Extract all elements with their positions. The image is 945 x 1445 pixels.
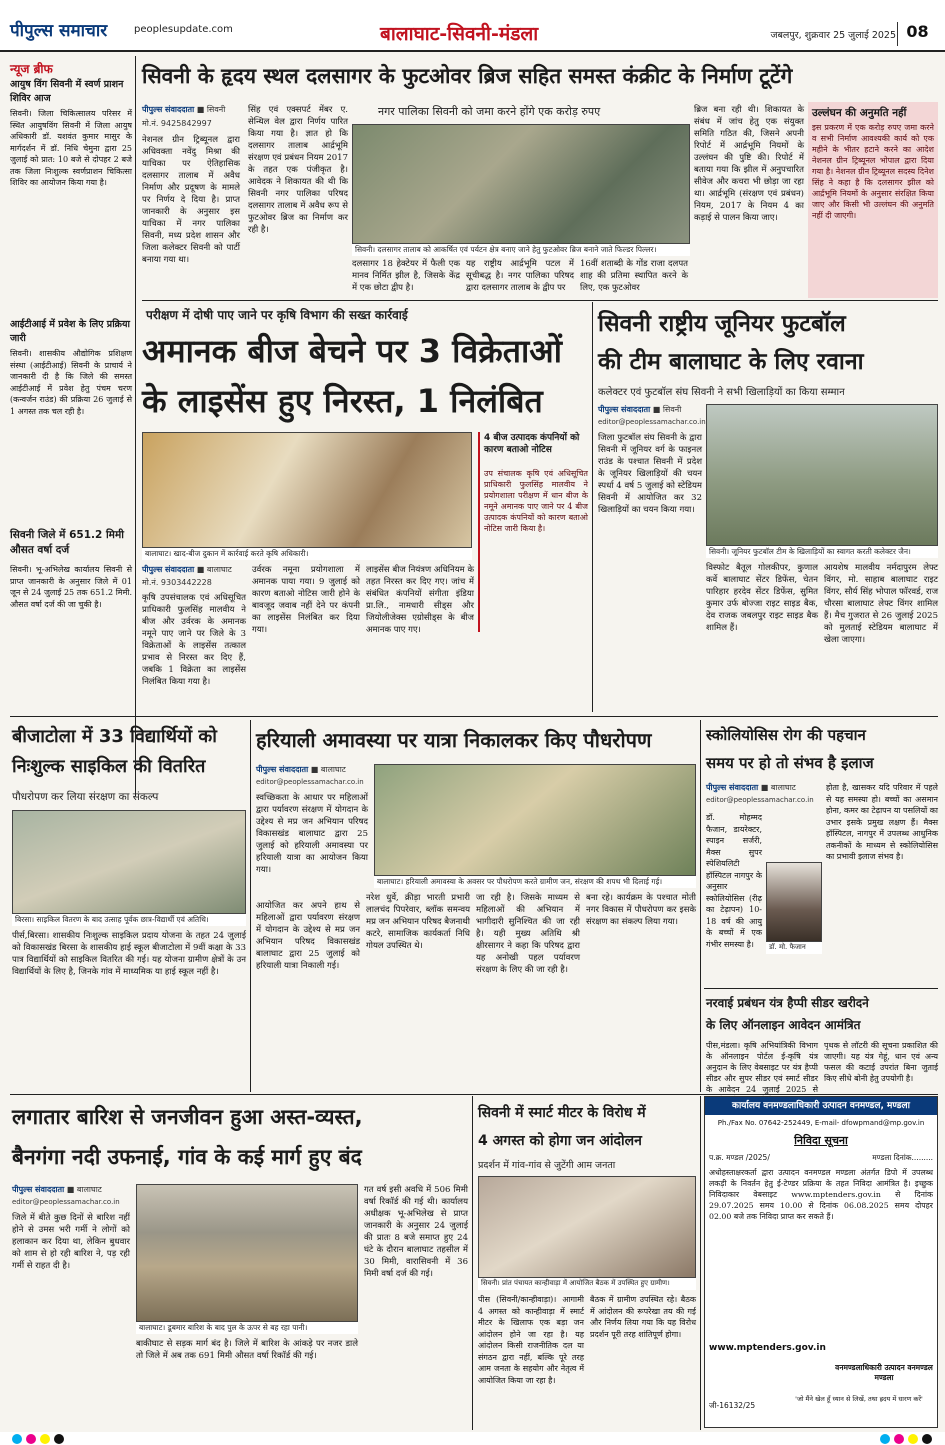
byline-name: पीपुल्स संवाददाता <box>142 105 195 114</box>
brief-3-body: सिवनी। भू-अभिलेख कार्यालय सिवनी से प्राप्त जानकारी के अनुसार जिले में 01 जून से 24 जुलाई 25 तक 651.2 मिमी. औसत वर्षा दर्ज की जा चुकी है। <box>10 565 132 609</box>
byline-place: सिवनी <box>662 405 682 414</box>
story2-body2: उर्वरक नमूना प्रयोगशाला में अमानक पाया गया। 9 जुलाई को कारण बताओ नोटिस जारी होने के बावजूद जवाब नहीं देने पर कंपनी का लाइसेंस निलंबित कर दिया गया। <box>252 565 360 635</box>
column-divider <box>592 302 593 712</box>
story2-photo <box>142 432 472 548</box>
tender-body: अधोहस्ताक्षरकर्ता द्वारा उत्पादन वनमण्डल मण्डला अंतर्गत डिपो में उपलब्ध लकड़ी के निवर्तन हेतु ई-टेण्डर प्रक्रिया के तहत निविदा आमंत्रित है। इच्छुक निविदाकार वेबसाइट www.mptenders.gov.in से दिनांक 29.07.2025 समय 10.00 से दिनांक 06.08.2025 समय दोपहर 02.00 बजे तक निविदा प्राप्त कर सकते हैं। <box>709 1168 933 1221</box>
story5-body5: बना रहे। कार्यक्रम के पश्चात मोती नगर विकास में पौधरोपण कर इसके संरक्षण का संकल्प लिया गया। <box>586 893 696 927</box>
story2-byline: पीपुल्स संवाददाता ■ बालाघाट <box>142 565 232 574</box>
story2-body3: लाइसेंस बीज नियंत्रण अधिनियम के तहत निरस्त कर दिए गए। जांच में संबंधित कंपनियों संगीता इंडिया प्रा.लि., नामधारी सीड्स और जियोलीजेक्स एग्रोसीड्स के बीज अमानक पाए गए। <box>366 565 474 635</box>
tender-notice <box>704 1096 938 1428</box>
byline-name: पीपुल्स संवाददाता <box>256 765 309 774</box>
story2-box-body: उप संचालक कृषि एवं अधिसूचित प्राधिकारी फुलसिंह मालवीय ने प्रयोगशाला परीक्षण में धान बीज के नमूने अमानक पाए जाने पर 4 बीज उत्पादक कंपनियों को कारण बताओ नोटिस जारी किया है। <box>484 469 588 533</box>
column-divider <box>700 1096 701 1430</box>
doctor-caption: डॉ. मो. फैजान <box>766 942 822 954</box>
tender-signature: वनमण्डलाधिकारी उत्पादन वनमण्डल मण्डला <box>835 1363 933 1382</box>
story3-body2: विस्फोट बैतूल गोलकीपर, कुणाल कर्वे बालाघाट सेंटर डिफेंस, चेतन पारिहार हरदेव सेंटर डिफेंस, सुमित कुमार उर्फ बोज्जा राइट साइड बैक, देव राजक जबलपुर राइट साइड बैक शामिल हैं। <box>706 563 818 633</box>
story5-photo <box>374 764 696 876</box>
tender-ref-no: प.क्र. मण्डल /2025/ <box>709 1153 770 1162</box>
story4-subhead: पौधरोपण कर लिया संरक्षण का संकल्प <box>12 791 159 803</box>
story9-headline-2: 4 अगस्त को होगा जन आंदोलन <box>478 1133 642 1149</box>
byline-place: सिवनी <box>206 105 226 114</box>
register-mark <box>12 1434 22 1444</box>
byline-place: बालाघाट <box>320 765 346 774</box>
story1-body3: दलसागर 18 हेक्टेयर में फैली एक मानव निर्मित झील है, जिसके केंद्र में एक छोटा द्वीप है। <box>352 259 460 293</box>
story8-byline: पीपुल्स संवाददाता ■ बालाघाट <box>12 1185 102 1194</box>
story1-body4: यह राष्ट्रीय आर्द्रभूमि पटल में सूचीबद्ध है। नगर पालिका परिषद द्वारा दलसागर तालाब के द्वीप पर <box>466 259 574 293</box>
news-brief-label: न्यूज ब्रीफ <box>10 62 53 76</box>
story1-byline: पीपुल्स संवाददाता ■ सिवनी <box>142 105 226 114</box>
story4-body: पीर्स,बिरसा। शासकीय निःशुल्क साइकिल प्रदाय योजना के तहत 24 जुलाई को विकासखंड बिरसा के शासकीय हाई स्कूल बीजाटोला में 9वीं कक्षा के 33 पात्र विद्यार्थियों को साइकिल वितरित की गई। यह योजना ग्रामीण क्षेत्रों के उन विद्यार्थियों के लिए है, जिनके गांव में माध्यमिक या हाई स्कूल नहीं है। <box>12 931 246 977</box>
masthead <box>0 0 945 52</box>
story5-body1: स्वच्छिकता के आधार पर महिलाओं द्वारा पर्यावरण संरक्षण में योगदान के उद्देश्य से मप्र जन अभियान परिषद विकासखंड बालाघाट द्वारा 25 जुलाई को हरियाली अमावस्या पर हरियाली यात्रा का आयोजन किया गया। <box>256 793 368 875</box>
register-mark <box>880 1434 890 1444</box>
story5-byline: पीपुल्स संवाददाता ■ बालाघाट <box>256 765 346 774</box>
story9-subhead: प्रदर्शन में गांव-गांव से जुटेंगी आम जनता <box>478 1160 616 1171</box>
brief-2-headline: आईटीआई में प्रवेश के लिए प्रक्रिया जारी <box>10 319 130 344</box>
tender-title: निविदा सूचना <box>794 1134 848 1147</box>
story8-body2: गत वर्ष इसी अवधि में 506 मिमी वर्षा रिकॉर्ड की गई थी। कार्यालय अधीक्षक भू-अभिलेख से प्राप्त जानकारी के अनुसार 24 जुलाई की प्रातः 8 बजे समाप्त हुए 24 घंटे के दौरान बालाघाट तहसील में 30 मिमी, वारासिवनी में 36 मिमी वर्षा दर्ज की गई। <box>364 1185 468 1279</box>
website: peoplesupdate.com <box>134 24 233 35</box>
story8-body1: जिले में बीते कुछ दिनों से बारिश नहीं होने से उमस भरी गर्मी ने लोगों को हलाकान कर दिया था, लेकिन बुधवार को शाम से हो रही बारिश ने, पड़ रही गर्मी से राहत दी है। <box>12 1213 130 1271</box>
story8-headline-1: लगातार बारिश से जनजीवन हुआ अस्त-व्यस्त, <box>12 1105 363 1129</box>
byline-name: पीपुल्स संवाददाता <box>12 1185 65 1194</box>
byline-place: बालाघाट <box>206 565 232 574</box>
story4-caption: बिरसा। साइकिल वितरण के बाद उत्साह पूर्वक छात्र-विद्यार्थी एवं अतिथि। <box>12 914 246 926</box>
story8-headline-2: बैनगंगा नदी उफनाई, गांव के कई मार्ग हुए बंद <box>12 1145 362 1169</box>
story1-body1: नेशनल ग्रीन ट्रिब्यूनल द्वारा अधिवक्ता नवेंदु मिश्रा की याचिका पर ऐतिहासिक दलसागर तालाब में अवैध निर्माण और प्रदूषण के मामले पर निर्णय दे दिया है। प्राप्त जानकारी के अनुसार इस याचिका में नगर पालिका सिवनी, मध्य प्रदेश शासन और जिला कलेक्टर सिवनी को पार्टी बनाया गया था। <box>142 135 240 265</box>
story1-caption: सिवनी। दलसागर तालाब को आकर्षित एवं पर्यटन क्षेत्र बनाए जाने हेतु फुटओवर ब्रिज बनाने जाते फिल्डर पिल्लर। <box>352 244 690 256</box>
story3-byline: पीपुल्स संवाददाता ■ सिवनी <box>598 405 682 414</box>
brief-1-headline: आयुष विंग सिवनी में स्वर्ण प्राशन शिविर आज <box>10 79 124 104</box>
story1-mobile: मो.नं. 9425842997 <box>142 119 212 128</box>
story5-email: editor@peoplessamachar.co.in <box>256 778 364 786</box>
story6-headline-1: स्कोलियोसिस रोग की पहचान <box>706 726 866 744</box>
story1-photo <box>352 124 690 244</box>
story8-email: editor@peoplessamachar.co.in <box>12 1198 120 1206</box>
register-mark <box>894 1434 904 1444</box>
byline-name: पीपुल्स संवाददाता <box>142 565 195 574</box>
story7-headline-2: के लिए ऑनलाइन आवेदन आमंत्रित <box>706 1018 861 1032</box>
page-number: 08 <box>897 22 937 46</box>
story7-body2: पृथक से लॉटरी की सूचना प्रकाशित की जाएगी। यह यंत्र गेहूं, धान एवं अन्य फसल की कटाई उपरांत बिना जुताई किए सीधे बोनी हेतु उपयोगी है। <box>824 1041 938 1083</box>
story2-box <box>478 432 588 632</box>
register-mark <box>54 1434 64 1444</box>
story2-kicker: परीक्षण में दोषी पाए जाने पर कृषि विभाग की सख्त कार्रवाई <box>146 308 408 322</box>
story3-body1: जिला फुटबॉल संघ सिवनी के द्वारा सिवनी में जूनियर वर्ग के फाइनल राउंड के पश्चात सिवनी में प्रदेश के जूनियर खिलाड़ियों की चयन स्पर्धा 4 वर्ष 5 जुलाई को स्टेडियम सिवनी में आयोजित कर 32 खिलाड़ियों का चयन किया गया। <box>598 433 702 515</box>
byline-name: पीपुल्स संवाददाता <box>706 783 759 792</box>
story9-body2: बैठक में ग्रामीण उपस्थित रहे। बैठक में आंदोलन की रूपरेखा तय की गई और निर्णय लिया गया कि यह विरोध प्रदर्शन पूरी तरह शांतिपूर्ण होगा। <box>590 1295 696 1339</box>
story4-headline: बीजाटोला में 33 विद्यार्थियों को निःशुल्क साइकिल की वितरित <box>12 726 217 777</box>
story3-email: editor@peoplessamachar.co.in <box>598 418 706 426</box>
story5-caption: बालाघाट। हरियाली अमावस्या के अवसर पर पौधरोपण करते ग्रामीण जन, संरक्षण की शपथ भी दिलाई गई। <box>374 876 696 888</box>
story3-subhead: कलेक्टर एवं फुटबॉल संघ सिवनी ने सभी खिलाड़ियों का किया सम्मान <box>598 387 845 398</box>
column-divider <box>472 1096 473 1430</box>
story7-body1: पीस,मंडला। कृषि अभियांत्रिकी विभाग के ऑनलाइन पोर्टल ई-कृषि यंत्र अनुदान के लिए वेबसाइट पर यंत्र हैप्पी सीडर और सुपर सीडर एवं स्मार्ट सीडर के आवेदन 24 जुलाई 2025 से <box>706 1041 818 1094</box>
story6-body2: होता है, खासकर यदि परिवार में पहले से यह समस्या हो। बच्चों का असमान होना, कमर का टेढ़ापन या पसलियों का उभार इसके प्रमुख लक्षण हैं। मैक्स हॉस्पिटल, नागपुर में उपलब्ध आधुनिक तकनीकों के माध्यम से स्कोलियोसिस का प्रभावी इलाज संभव है। <box>826 783 938 861</box>
register-mark <box>40 1434 50 1444</box>
story8-photo <box>136 1184 358 1322</box>
story6-email: editor@peoplessamachar.co.in <box>706 796 814 804</box>
story8-body3: बाकीघाट से सड़क मार्ग बंद है। जिले में बारिश के आंकड़े पर नजर डाले तो जिले में अब तक 691 मिमी औसत वर्षा रिकॉर्ड की गई। <box>136 1339 358 1361</box>
brief-2-body: सिवनी। शासकीय औद्योगिक प्रशिक्षण संस्था (आईटीआई) सिवनी के प्राचार्य ने जानकारी दी है कि जिले की समस्त आईटीआई में प्रवेश हेतु पंचम चरण (कन्वर्जन राउंड) की प्रक्रिया 26 जुलाई से 1 अगस्त तक चल रही है। <box>10 349 132 416</box>
story5-body2: आयोजित कर अपने हाथ से महिलाओं द्वारा पर्यावरण संरक्षण में योगदान के उद्देश्य से मप्र जन अभियान परिषद विकासखंड बालाघाट द्वारा 25 जुलाई को हरियाली यात्रा निकाली गई। <box>256 901 360 971</box>
sidebar-box-body: इस प्रकरण में एक करोड़ रुपए जमा करने व सभी निर्माण आवश्यकी कार्य को एक महीने के भीतर हटाने करने का आदेश नेशनल ग्रीन ट्रिब्यूनल भोपाल द्वारा दिया गया है। नेशनल ग्रीन ट्रिब्यूनल सदस्य दिनेश सिंह ने कहा है कि दलसागर झील को आर्द्रभूमि नियमों के अनुसार संरक्षित किया जाए और किसी भी उल्लंघन की अनुमति नहीं दी जाएगी। <box>812 123 934 220</box>
logo: पीपुल्स समाचार <box>10 21 108 41</box>
story3-body3: आयशेष मालवीय नर्मदापुरम लेफ्ट विंगर, मो. साहाब बालाघाट राइट विंगर, सौर्य सिंह भोपाल फॉरवर्ड, राज चौरसा बालाघाट लेफ्ट विंगर शामिल हैं। मैच गुजरात से 26 जुलाई 2025 को मुलताई स्टेडियम बालाघाट में खेला जाएगा। <box>824 563 938 645</box>
color-strip <box>0 1432 945 1445</box>
story3-headline-1: सिवनी राष्ट्रीय जूनियर फुटबॉल <box>598 311 846 337</box>
story6-byline: पीपुल्स संवाददाता ■ बालाघाट <box>706 783 796 792</box>
story1-subhead: नगर पालिका सिवनी को जमा करने होंगे एक करोड़ रुपए <box>378 105 601 118</box>
register-mark <box>922 1434 932 1444</box>
tender-contact: Ph./Fax No. 07642-252449, E-mail- dfowpmand@mp.gov.in <box>717 1119 925 1127</box>
story7-headline-1: नरवाई प्रबंधन यंत्र हैप्पी सीडर खरीदने <box>706 996 869 1010</box>
byline-name: पीपुल्स संवाददाता <box>598 405 651 414</box>
tender-website[interactable]: www.mptenders.gov.in <box>709 1343 826 1353</box>
story5-body3: नरेश धुर्वे, क्रीड़ा भारती प्रभारी लालचंद पिपरेवार, ब्लॉक समन्वय मप्र जन अभियान परिषद बैजनाथी कटरे, सामाजिक कार्यकर्ता निधि गोयल उपस्थित थे। <box>366 893 470 951</box>
story2-caption: बालाघाट। खाद-बीज दुकान में कार्रवाई करते कृषि अधिकारी। <box>142 548 472 560</box>
column-divider <box>250 720 251 1092</box>
story3-caption: सिवनी। जूनियर फुटबॉल टीम के खिलाड़ियों का स्वागत करती कलेक्टर जैन। <box>706 546 938 558</box>
register-mark <box>26 1434 36 1444</box>
news-brief-column <box>10 56 132 796</box>
dateline: जबलपुर, शुक्रवार 25 जुलाई 2025 <box>770 30 896 41</box>
doctor-portrait <box>766 862 822 942</box>
story1-headline: सिवनी के हृदय स्थल दलसागर के फुटओवर ब्रिज सहित समस्त कंक्रीट के निर्माण टूटेंगे <box>142 64 793 88</box>
story9-photo <box>478 1176 696 1278</box>
section-rule <box>142 300 938 301</box>
section-rule <box>10 716 938 717</box>
story9-caption: सिवनी। प्रांत पंचायत कान्हीवाड़ा में आयोजित बैठक में उपस्थित हुए ग्रामीण। <box>478 1278 696 1290</box>
story3-photo <box>706 404 938 546</box>
story1-body2: सिंह एवं एक्सपर्ट मेंबर ए. सेन्थिल वेल द्वारा निर्णय पारित किया गया है। ज्ञात हो कि दलसागर तालाब आर्द्रभूमि संरक्षण एवं प्रबंधन नियम 2017 के तहत एक पंजीकृत है। आवेदक ने शिकायत की थी कि सिवनी नगर पालिका परिषद दलसागर तालाब में अवैध रूप से फुटओवर ब्रिज का निर्माण कर रही है। <box>248 105 348 235</box>
story2-box-title: 4 बीज उत्पादक कंपनियों को कारण बताओ नोटिस <box>484 433 580 455</box>
story2-mobile: मो.नं. 9303442228 <box>142 578 212 587</box>
register-mark <box>908 1434 918 1444</box>
section-rule <box>10 1094 938 1095</box>
story9-headline-1: सिवनी में स्मार्ट मीटर के विरोध में <box>478 1105 646 1121</box>
story8-caption: बालाघाट। डूबमार बारिश के बाद पुल के ऊपर से बह रहा पानी। <box>136 1322 358 1334</box>
sidebar-box-title: उल्लंघन की अनुमति नहीं <box>812 107 907 119</box>
tender-code: जी-16132/25 <box>709 1401 756 1410</box>
brief-1-body: सिवनी। जिला चिकित्सालय परिसर में स्थित आयुषविंग सिवनी में जिला आयुष अधिकारी डॉ. यशवंत कुमार मासुर के मार्गदर्शन में डॉ. निधि चेमुना द्वारा 25 जुलाई को प्रात: 10 बजे से दोपहर 2 बजे तक जिला निःशुल्क स्वर्णप्राशन चिकित्सा शिविर का आयोजन किया गया है। <box>10 109 132 187</box>
tender-ref-date: मण्डला दिनांक......... <box>872 1153 933 1162</box>
story5-headline: हरियाली अमावस्या पर यात्रा निकालकर किए पौधरोपण <box>256 728 652 752</box>
tender-office: कार्यालय वनमण्डलाधिकारी उत्पादन वनमण्डल, मण्डला <box>705 1097 937 1115</box>
story2-body1: कृषि उपसंचालक एवं अधिसूचित प्राधिकारी फुलसिंह मालवीय ने बीज और उर्वरक के अमानक नमूने पाए जाने पर जिले के 3 विक्रेताओं के लाइसेंस तत्काल प्रभाव से निरस्त कर दिए हैं, जबकि 1 विक्रेता का लाइसेंस निलंबित किया गया है। <box>142 593 246 687</box>
story5-body4: जा रही है। जिसके माध्यम से महिलाओं की अभियान में भागीदारी सुनिश्चित की जा रही है। यही मुख्य अतिथि श्री क्षीरसागर ने कहा कि परिषद द्वारा यह अनोखी पहल पर्यावरण संरक्षण के लिए की जा रही है। <box>476 893 580 975</box>
tender-footer-note: 'जो मैंने खेल हूँ ध्यान से लिखें, तथा ह्रदय में धारण करें' <box>795 1395 923 1403</box>
story1-body6: ब्रिज बना रही थी। शिकायत के संबंध में जांच हेतु एक संयुक्त समिति गठित की, जिसने अपनी रिपोर्ट में आर्द्रभूमि नियमों के उल्लंघन की पुष्टि की। रिपोर्ट में बताया गया कि झील में अनुपचारित सीवेज और कचरा भी छोड़ा जा रहा था। आर्द्रभूमि (संरक्षण एवं प्रबंधन) नियम, 2017 के नियम 4 का कड़ाई से पालन किया जाए। <box>694 105 804 223</box>
brief-3-headline: सिवनी जिले में 651.2 मिमी औसत वर्षा दर्ज <box>10 529 124 556</box>
story3-headline-2: की टीम बालाघाट के लिए रवाना <box>598 349 864 375</box>
byline-place: बालाघाट <box>770 783 796 792</box>
sidebar-box <box>808 102 938 298</box>
story6-body1: डॉ. मोहम्मद फैजान, डायरेक्टर, स्पाइन सर्जरी, मैक्स सुपर स्पेशियलिटी हॉस्पिटल नागपुर के अनुसार स्कोलियोसिस (रीढ़ का टेढ़ापन) 10-18 वर्ष की आयु के बच्चों में एक गंभीर समस्या है। <box>706 813 762 949</box>
story6-headline-2: समय पर हो तो संभव है इलाज <box>706 754 874 772</box>
edition-title: बालाघाट-सिवनी-मंडला <box>380 23 539 45</box>
story1-body5: 16वीं शताब्दी के गोंड राजा दलपत शाह की प्रतिमा स्थापित करने के लिए, एक फुटओवर <box>580 259 688 293</box>
byline-place: बालाघाट <box>76 1185 102 1194</box>
section-rule <box>704 988 938 989</box>
story2-headline-2: के लाइसेंस हुए निरस्त, 1 निलंबित <box>142 382 543 420</box>
story2-headline-1: अमानक बीज बेचने पर 3 विक्रेताओं <box>142 332 562 370</box>
column-divider <box>700 720 701 1092</box>
story9-body1: पीस (सिवनी/कान्हीवाड़ा)। आगामी 4 अगस्त को कान्हीवाड़ा में स्मार्ट मीटर के खिलाफ एक बड़ा जन आंदोलन होने जा रहा है। यह आंदोलन किसी राजनीतिक दल या संगठन द्वारा नहीं, बल्कि पूरे तरह आम जनता के सहयोग और नेतृत्व में आयोजित किया जा रहा है। <box>478 1295 584 1385</box>
story4-photo <box>12 810 246 914</box>
column-divider <box>135 56 136 796</box>
